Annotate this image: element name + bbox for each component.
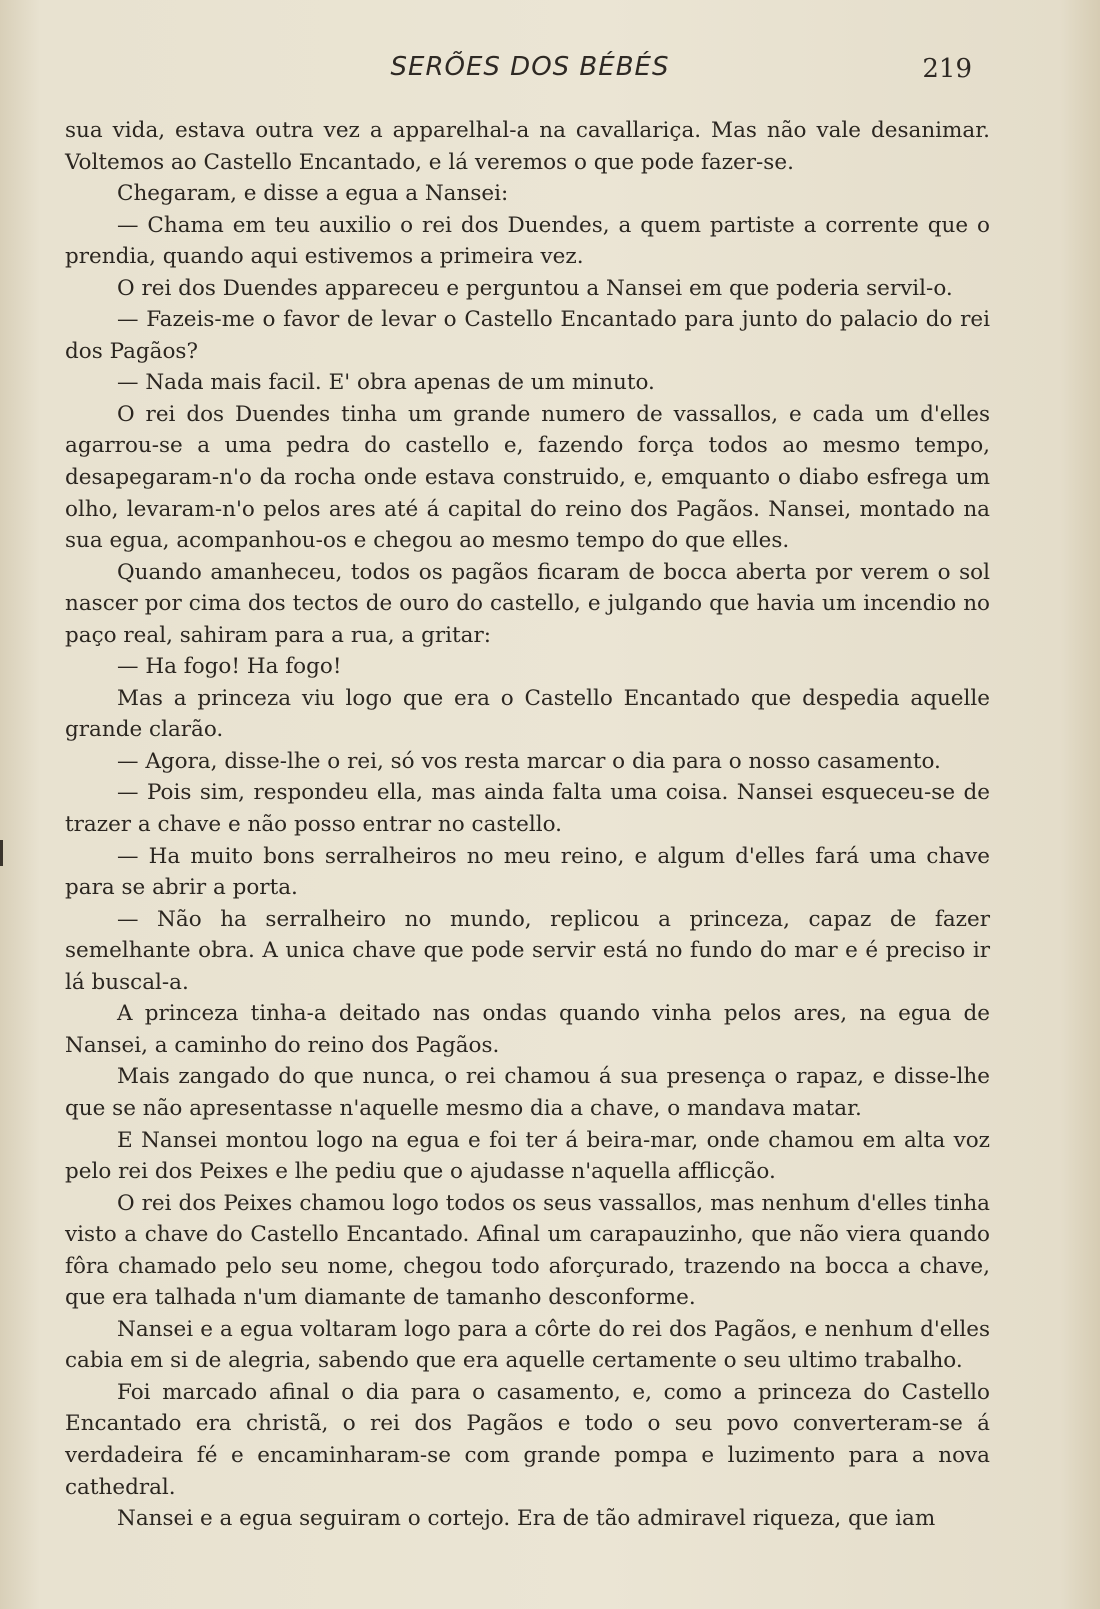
page-number: 219 xyxy=(922,54,972,84)
paragraph: — Nada mais facil. E' obra apenas de um minuto. xyxy=(117,370,655,396)
paragraph: O rei dos Peixes chamou logo todos os seus vassallos, mas nenhum d'elles tinha visto a chave do Castello Encantado. Afinal um carapauzinho, que não viera quando fôra chamado pelo seu nome, chegou todo aforçurado, trazendo na bocca a chave, que era talhada n'um diamante de tamanho desconforme. xyxy=(65,1190,990,1311)
running-title: SERÕES DOS BÉBÉS xyxy=(390,52,670,82)
page-edge-mark xyxy=(0,840,3,866)
paragraph: E Nansei montou logo na egua e foi ter á beira-mar, onde chamou em alta voz pelo rei dos Peixes e lhe pediu que o ajudasse n'aquella afflicção. xyxy=(65,1127,990,1185)
paragraph: — Ha fogo! Ha fogo! xyxy=(117,654,342,680)
body-text xyxy=(65,115,990,1535)
paragraph: — Agora, disse-lhe o rei, só vos resta marcar o dia para o nosso casamento. xyxy=(117,748,941,774)
paragraph: — Fazeis-me o favor de levar o Castello Encantado para junto do palacio do rei dos Pagãos? xyxy=(65,307,990,364)
paragraph: — Não ha serralheiro no mundo, replicou a princeza, capaz de fazer semelhante obra. A unica chave que pode servir está no fundo do mar e é preciso ir lá buscal-a. xyxy=(65,906,990,995)
paragraph: A princeza tinha-a deitado nas ondas quando vinha pelos ares, na egua de Nansei, a caminho do reino dos Pagãos. xyxy=(65,1001,990,1058)
paragraph: Nansei e a egua seguiram o cortejo. Era de tão admiravel riqueza, que iam xyxy=(117,1506,936,1532)
paragraph: Foi marcado afinal o dia para o casamento, e, como a princeza do Castello Encantado era christã, o rei dos Pagãos e todo o seu povo converteram-se á verdadeira fé e encaminharam-se com grande pompa e luzimento para a nova cathedral. xyxy=(65,1379,990,1500)
paragraph: — Ha muito bons serralheiros no meu reino, e algum d'elles fará uma chave para se abrir a porta. xyxy=(65,843,990,901)
paragraph: — Pois sim, respondeu ella, mas ainda falta uma coisa. Nansei esqueceu-se de trazer a chave e não posso entrar no castello. xyxy=(65,780,990,838)
paragraph: — Chama em teu auxilio o rei dos Duendes, a quem partiste a corrente que o prendia, quando aqui estivemos a primeira vez. xyxy=(65,212,990,270)
paragraph: Mas a princeza viu logo que era o Castello Encantado que despedia aquelle grande clarão. xyxy=(65,685,990,743)
paragraph: Mais zangado do que nunca, o rei chamou á sua presença o rapaz, e disse-lhe que se não apresentasse n'aquelle mesmo dia a chave, o mandava matar. xyxy=(65,1064,990,1121)
paragraph: sua vida, estava outra vez a apparelhal-a na cavallariça. Mas não vale desanimar. Voltemos ao Castello Encantado, e lá veremos o que pode fazer-se. xyxy=(65,118,990,175)
paragraph: O rei dos Duendes appareceu e perguntou a Nansei em que poderia servil-o. xyxy=(117,275,953,301)
paragraph: Nansei e a egua voltaram logo para a côrte do rei dos Pagãos, e nenhum d'elles cabia em si de alegria, sabendo que era aquelle certamente o seu ultimo trabalho. xyxy=(65,1316,990,1374)
paragraph: O rei dos Duendes tinha um grande numero de vassallos, e cada um d'elles agarrou-se a uma pedra do castello e, fazendo força todos ao mesmo tempo, desapegaram-n'o da rocha onde estava construido, e, emquanto o diabo esfrega um olho, levaram-n'o pelos ares até á capital do reino dos Pagãos. Nansei, montado na sua egua, acompanhou-os e chegou ao mesmo tempo do que elles. xyxy=(65,401,990,554)
page-header xyxy=(0,52,1100,92)
paragraph: Quando amanheceu, todos os pagãos ficaram de bocca aberta por verem o sol nascer por cima dos tectos de ouro do castello, e julgando que havia um incendio no paço real, sahiram para a rua, a gritar: xyxy=(65,559,990,648)
paragraph: Chegaram, e disse a egua a Nansei: xyxy=(117,181,509,207)
